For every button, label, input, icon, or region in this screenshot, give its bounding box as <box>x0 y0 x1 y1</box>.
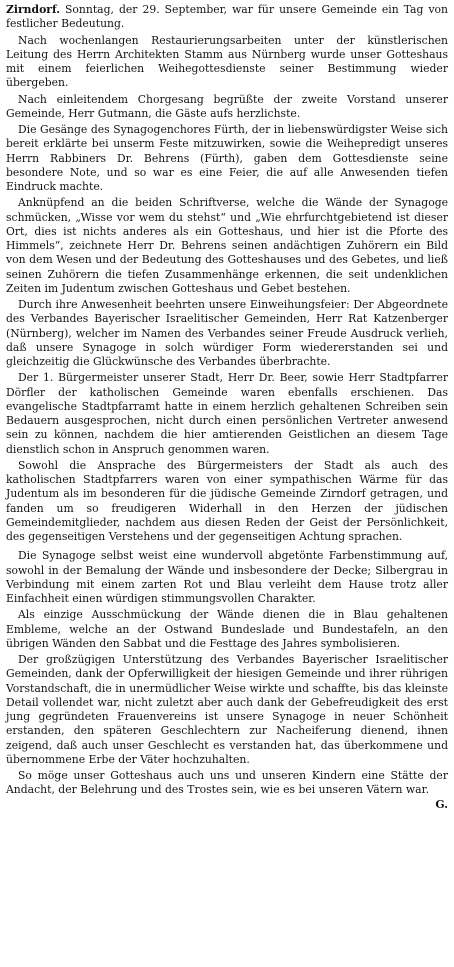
article-paragraph-1 <box>6 3 448 32</box>
article-dateline-place: Zirndorf. <box>6 3 60 16</box>
article-paragraph-2: Nach wochenlangen Restaurierungsarbeiten unter der künstlerischen Leitung des Herrn Architekten Stamm aus Nürnberg wurde unser Gotteshaus mit einem feierlichen Weihegottesdienste seiner Bestimmung wieder übergeben. <box>6 33 448 90</box>
article-paragraph-text: So möge unser Gotteshaus auch uns und unseren Kindern eine Stätte der Andacht, der Belehrung und des Trostes sein, wie es bei unseren Vätern war. <box>6 769 448 797</box>
newspaper-article <box>6 3 448 812</box>
article-paragraph-8: Sowohl die Ansprache des Bürgermeisters der Stadt als auch des katholischen Stadtpfarrers waren von einer sympathischen Wärme für das Judentum als im besonderen für die jüdische Gemeinde Zirndorf getragen, und fanden um so freudigeren Widerhall in den Herzen der jüdischen Gemeindemitglieder, nachdem aus diesen Reden der Geist der Persönlichkeit, des gegenseitigen Verstehens und der gegenseitigen Achtung sprachen. <box>6 458 448 543</box>
article-paragraph-12 <box>6 769 448 811</box>
article-paragraph-5: Anknüpfend an die beiden Schriftverse, welche die Wände der Synagoge schmücken, „Wisse vor wem du stehst“ und „Wie ehrfurchtgebietend ist dieser Ort, dies ist nichts anderes als ein Gotteshaus, und hier ist die Pforte des Himmels“, zeichnete Herr Dr. Behrens seinen andächtigen Zuhörern ein Bild von dem Wesen und der Bedeutung des Gotteshauses und des Gebetes, und ließ seinen Zuhörern die tiefen Zusammenhänge erkennen, die seit undenklichen Zeiten im Judentum zwischen Gotteshaus und Gebet bestehen. <box>6 196 448 295</box>
article-paragraph-text: Sonntag, der 29. September, war für unsere Gemeinde ein Tag von festlicher Bedeutung. <box>6 3 448 31</box>
article-paragraph-6: Durch ihre Anwesenheit beehrten unsere Einweihungsfeier: Der Abgeordnete des Verbandes Bayerischer Israelitischer Gemeinden, Herr Rat Katzenberger (Nürnberg), welcher im Namen des Verbandes seiner Freude Ausdruck verlieh, daß unsere Synagoge in solch würdiger Form wiedererstanden sei und gleichzeitig die Glückwünsche des Verbandes überbrachte. <box>6 298 448 368</box>
author-signature: G. <box>435 797 448 811</box>
article-paragraph-10: Als einzige Ausschmückung der Wände dienen die in Blau gehaltenen Embleme, welche an der Ostwand Bundeslade und Bundestafeln, an den übrigen Wänden den Sabbat und die Festtage des Jahres symbolisieren. <box>6 608 448 650</box>
article-paragraph-11: Der großzügigen Unterstützung des Verbandes Bayerischer Israelitischer Gemeinden, dank der Opferwilligkeit der hiesigen Gemeinde und ihrer rührigen Vorstandschaft, die in unermüdlicher Weise wirkte und schaffte, bis das kleinste Detail vollendet war, nicht zuletzt aber auch dank der Gebefreudigkeit des erst jung gegründeten Frauenvereins ist unsere Synagoge in neuer Schönheit erstanden, den späteren Geschlechtern zur Nacheiferung dienend, ihnen zeigend, daß auch unser Geschlecht es verstanden hat, das überkommene und übernommene Erbe der Väter hochzuhalten. <box>6 653 448 766</box>
article-paragraph-3: Nach einleitendem Chorgesang begrüßte der zweite Vorstand unserer Gemeinde, Herr Gutmann, die Gäste aufs herzlichste. <box>6 92 448 120</box>
article-paragraph-7: Der 1. Bürgermeister unserer Stadt, Herr Dr. Beer, sowie Herr Stadtpfarrer Dörfler der katholischen Gemeinde waren ebenfalls erschienen. Das evangelische Stadtpfarramt hatte in einem herzlich gehaltenen Schreiben sein Bedauern ausgesprochen, nicht durch einen persönlichen Vertreter anwesend sein zu können, nachdem die hier amtierenden Geistlichen an diesem Tage dienstlich schon in Anspruch genommen waren. <box>6 371 448 456</box>
article-paragraph-4: Die Gesänge des Synagogenchores Fürth, der in liebenswürdigster Weise sich bereit erklärte bei unserm Feste mitzuwirken, sowie die Weihepredigt unseres Herrn Rabbiners Dr. Behrens (Fürth), gaben dem Gottesdienste seine besondere Note, und so war es eine Feier, die auf alle Anwesenden tiefen Eindruck machte. <box>6 123 448 193</box>
article-paragraph-9: Die Synagoge selbst weist eine wundervoll abgetönte Farbenstimmung auf, sowohl in der Bemalung der Wände und insbesondere der Decke; Silbergrau in Verbindung mit einem zarten Rot und Blau verleiht dem Hause trotz aller Einfachheit einen würdigen stimmungsvollen Charakter. <box>6 549 448 605</box>
